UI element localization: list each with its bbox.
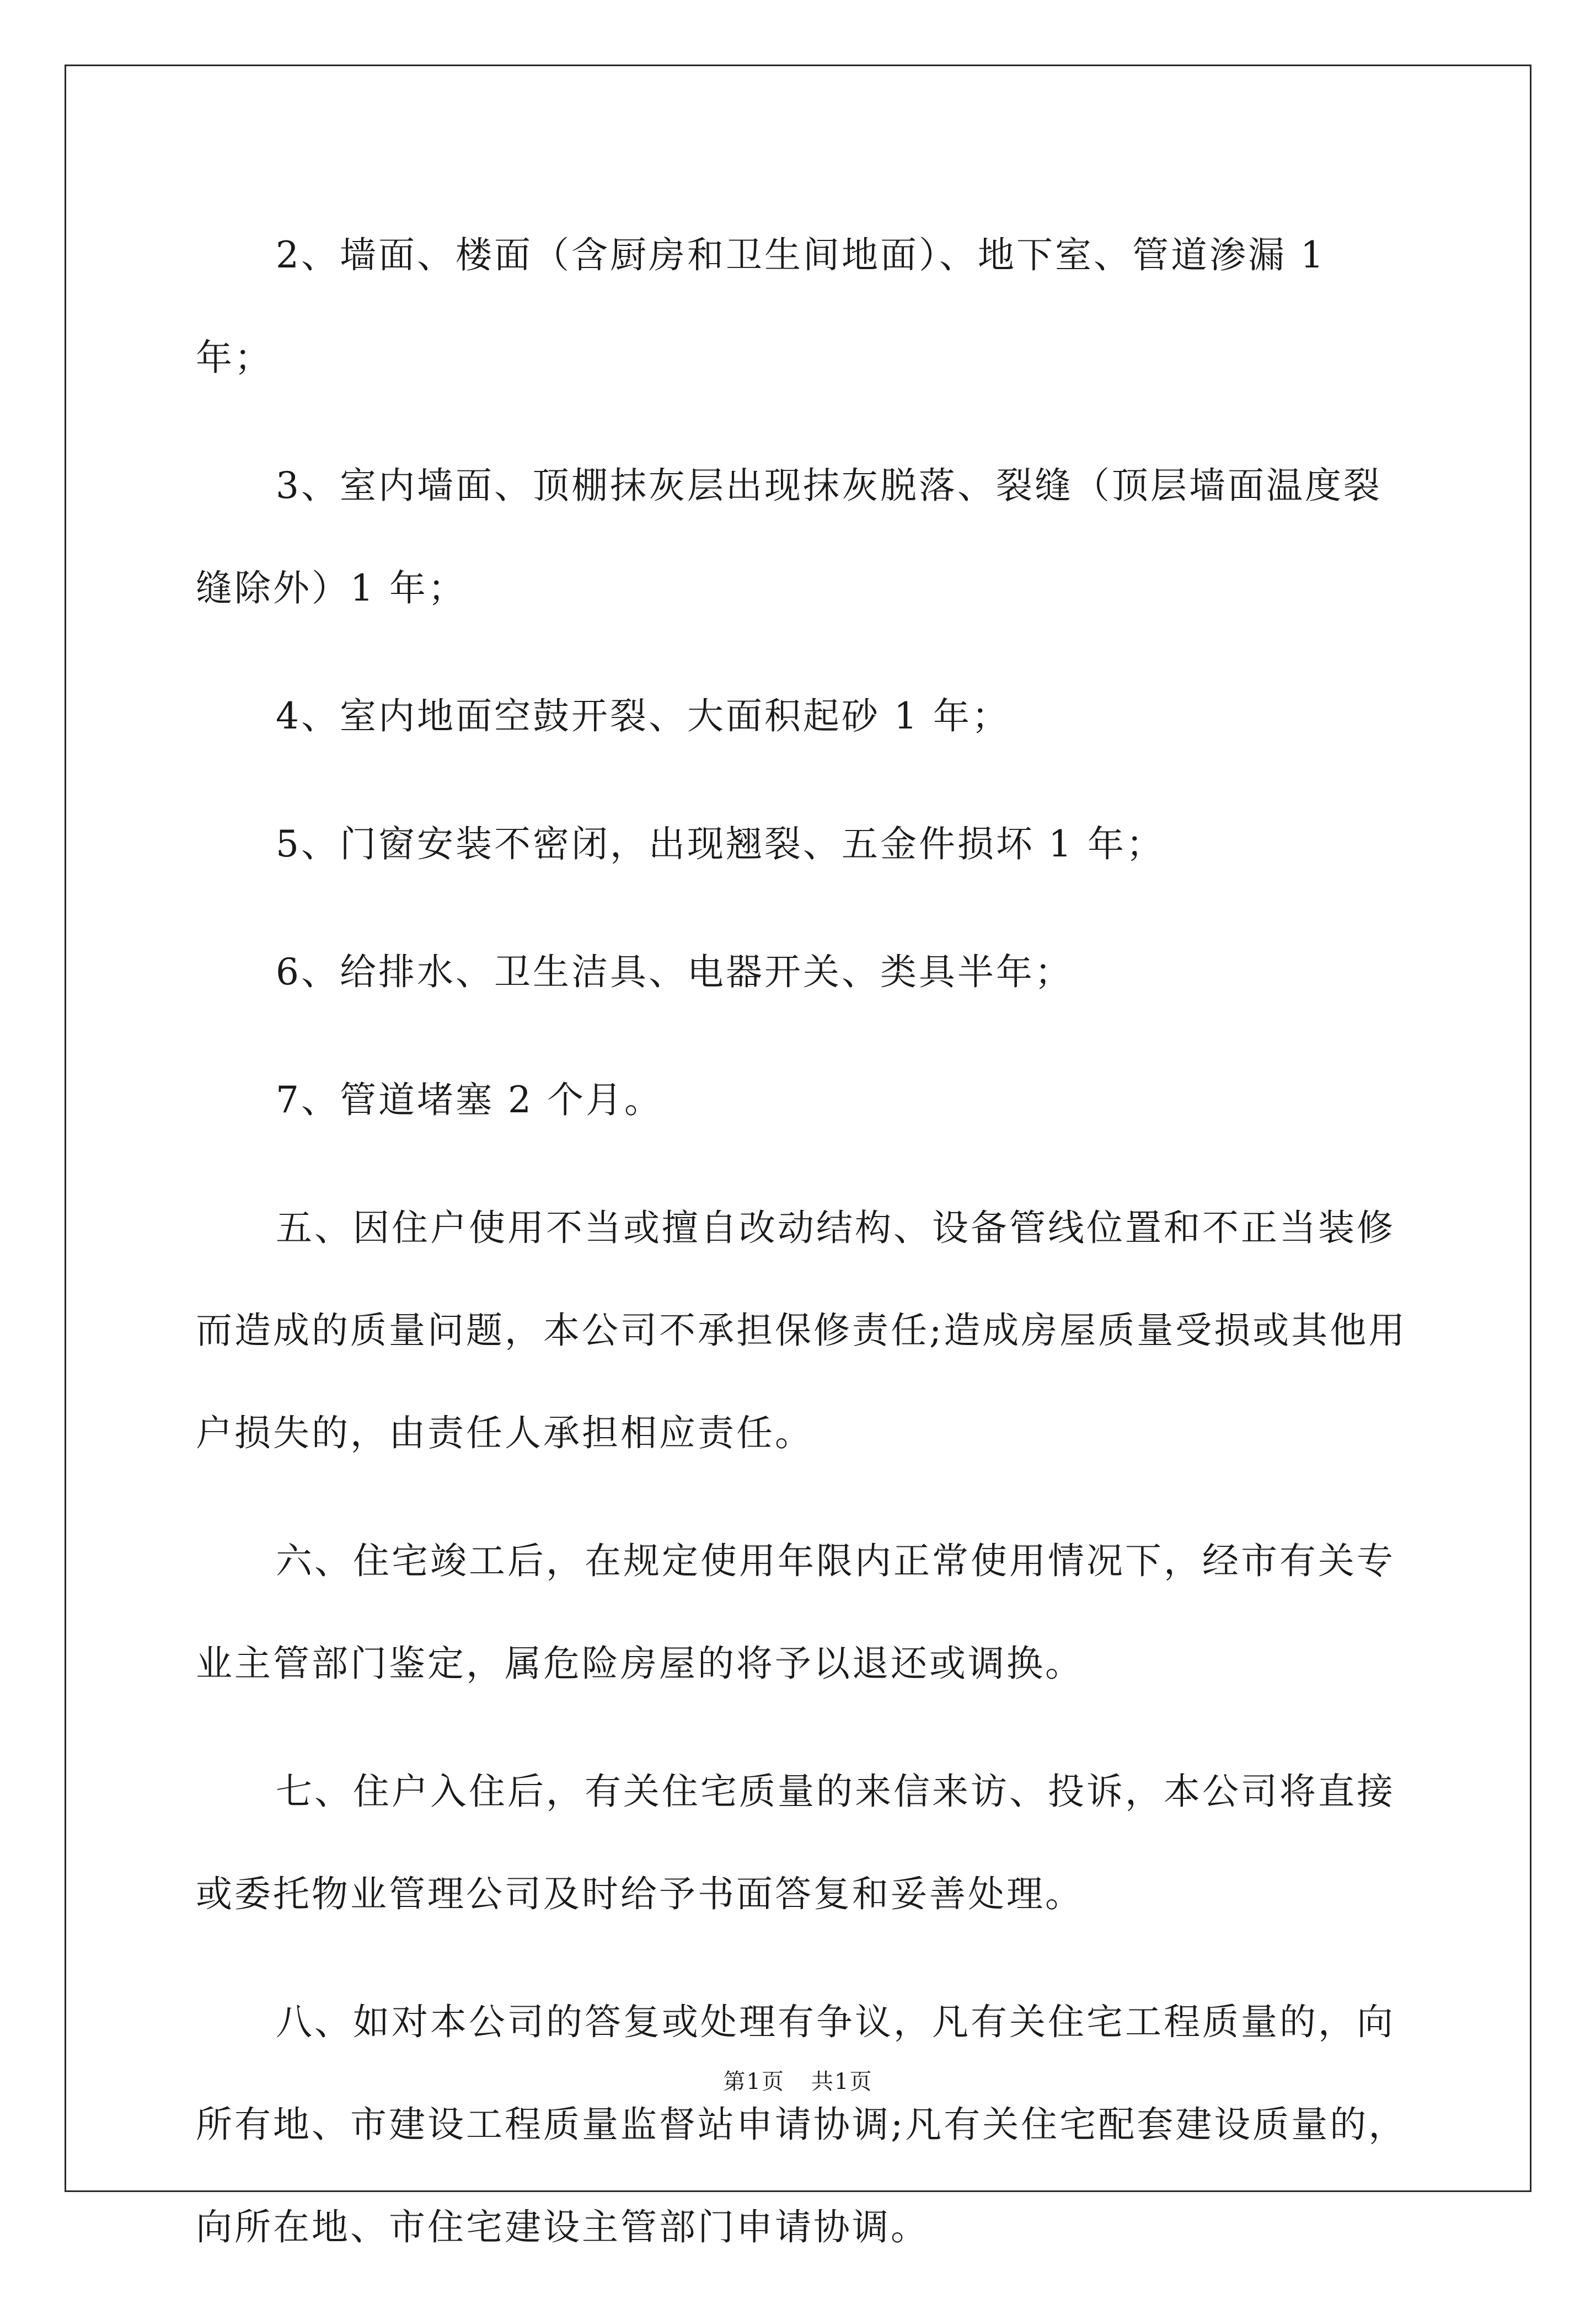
paragraph-item-2: 2、墙面、楼面（含厨房和卫生间地面）、地下室、管道渗漏 1 年；	[196, 234, 1326, 379]
paragraph-section-5: 五、因住户使用不当或擅自改动结构、设备管线位置和不正当装修而造成的质量问题，本公司不承担保修责任;造成房屋质量受损或其他用户损失的，由责任人承担相应责任。	[196, 1207, 1407, 1454]
paragraph-item-3: 3、室内墙面、顶棚抹灰层出现抹灰脱落、裂缝（顶层墙面温度裂缝除外）1 年；	[196, 464, 1382, 609]
paragraph-section-7: 七、住户入住后，有关住宅质量的来信来访、投诉，本公司将直接或委托物业管理公司及时给予书面答复和妥善处理。	[196, 1770, 1395, 1915]
page-footer	[0, 2064, 1596, 2096]
paragraph-item-6: 6、给排水、卫生洁具、电器开关、类具半年；	[276, 951, 1073, 993]
page-number-total: 共1页	[811, 2069, 873, 2094]
paragraph-item-5: 5、门窗安装不密闭，出现翘裂、五金件损坏 1 年；	[276, 823, 1165, 865]
document-body	[196, 204, 1409, 2304]
page-number-current: 第1页	[723, 2069, 785, 2094]
paragraph-item-7: 7、管道堵塞 2 个月。	[276, 1079, 663, 1121]
paragraph-section-8: 八、如对本公司的答复或处理有争议，凡有关住宅工程质量的，向所有地、市建设工程质量监督站申请协调;凡有关住宅配套建设质量的，向所在地、市住宅建设主管部门申请协调。	[196, 2001, 1407, 2248]
paragraph-item-4: 4、室内地面空鼓开裂、大面积起砂 1 年；	[276, 695, 1010, 737]
paragraph-section-6: 六、住宅竣工后，在规定使用年限内正常使用情况下，经市有关专业主管部门鉴定，属危险房屋的将予以退还或调换。	[196, 1540, 1395, 1685]
